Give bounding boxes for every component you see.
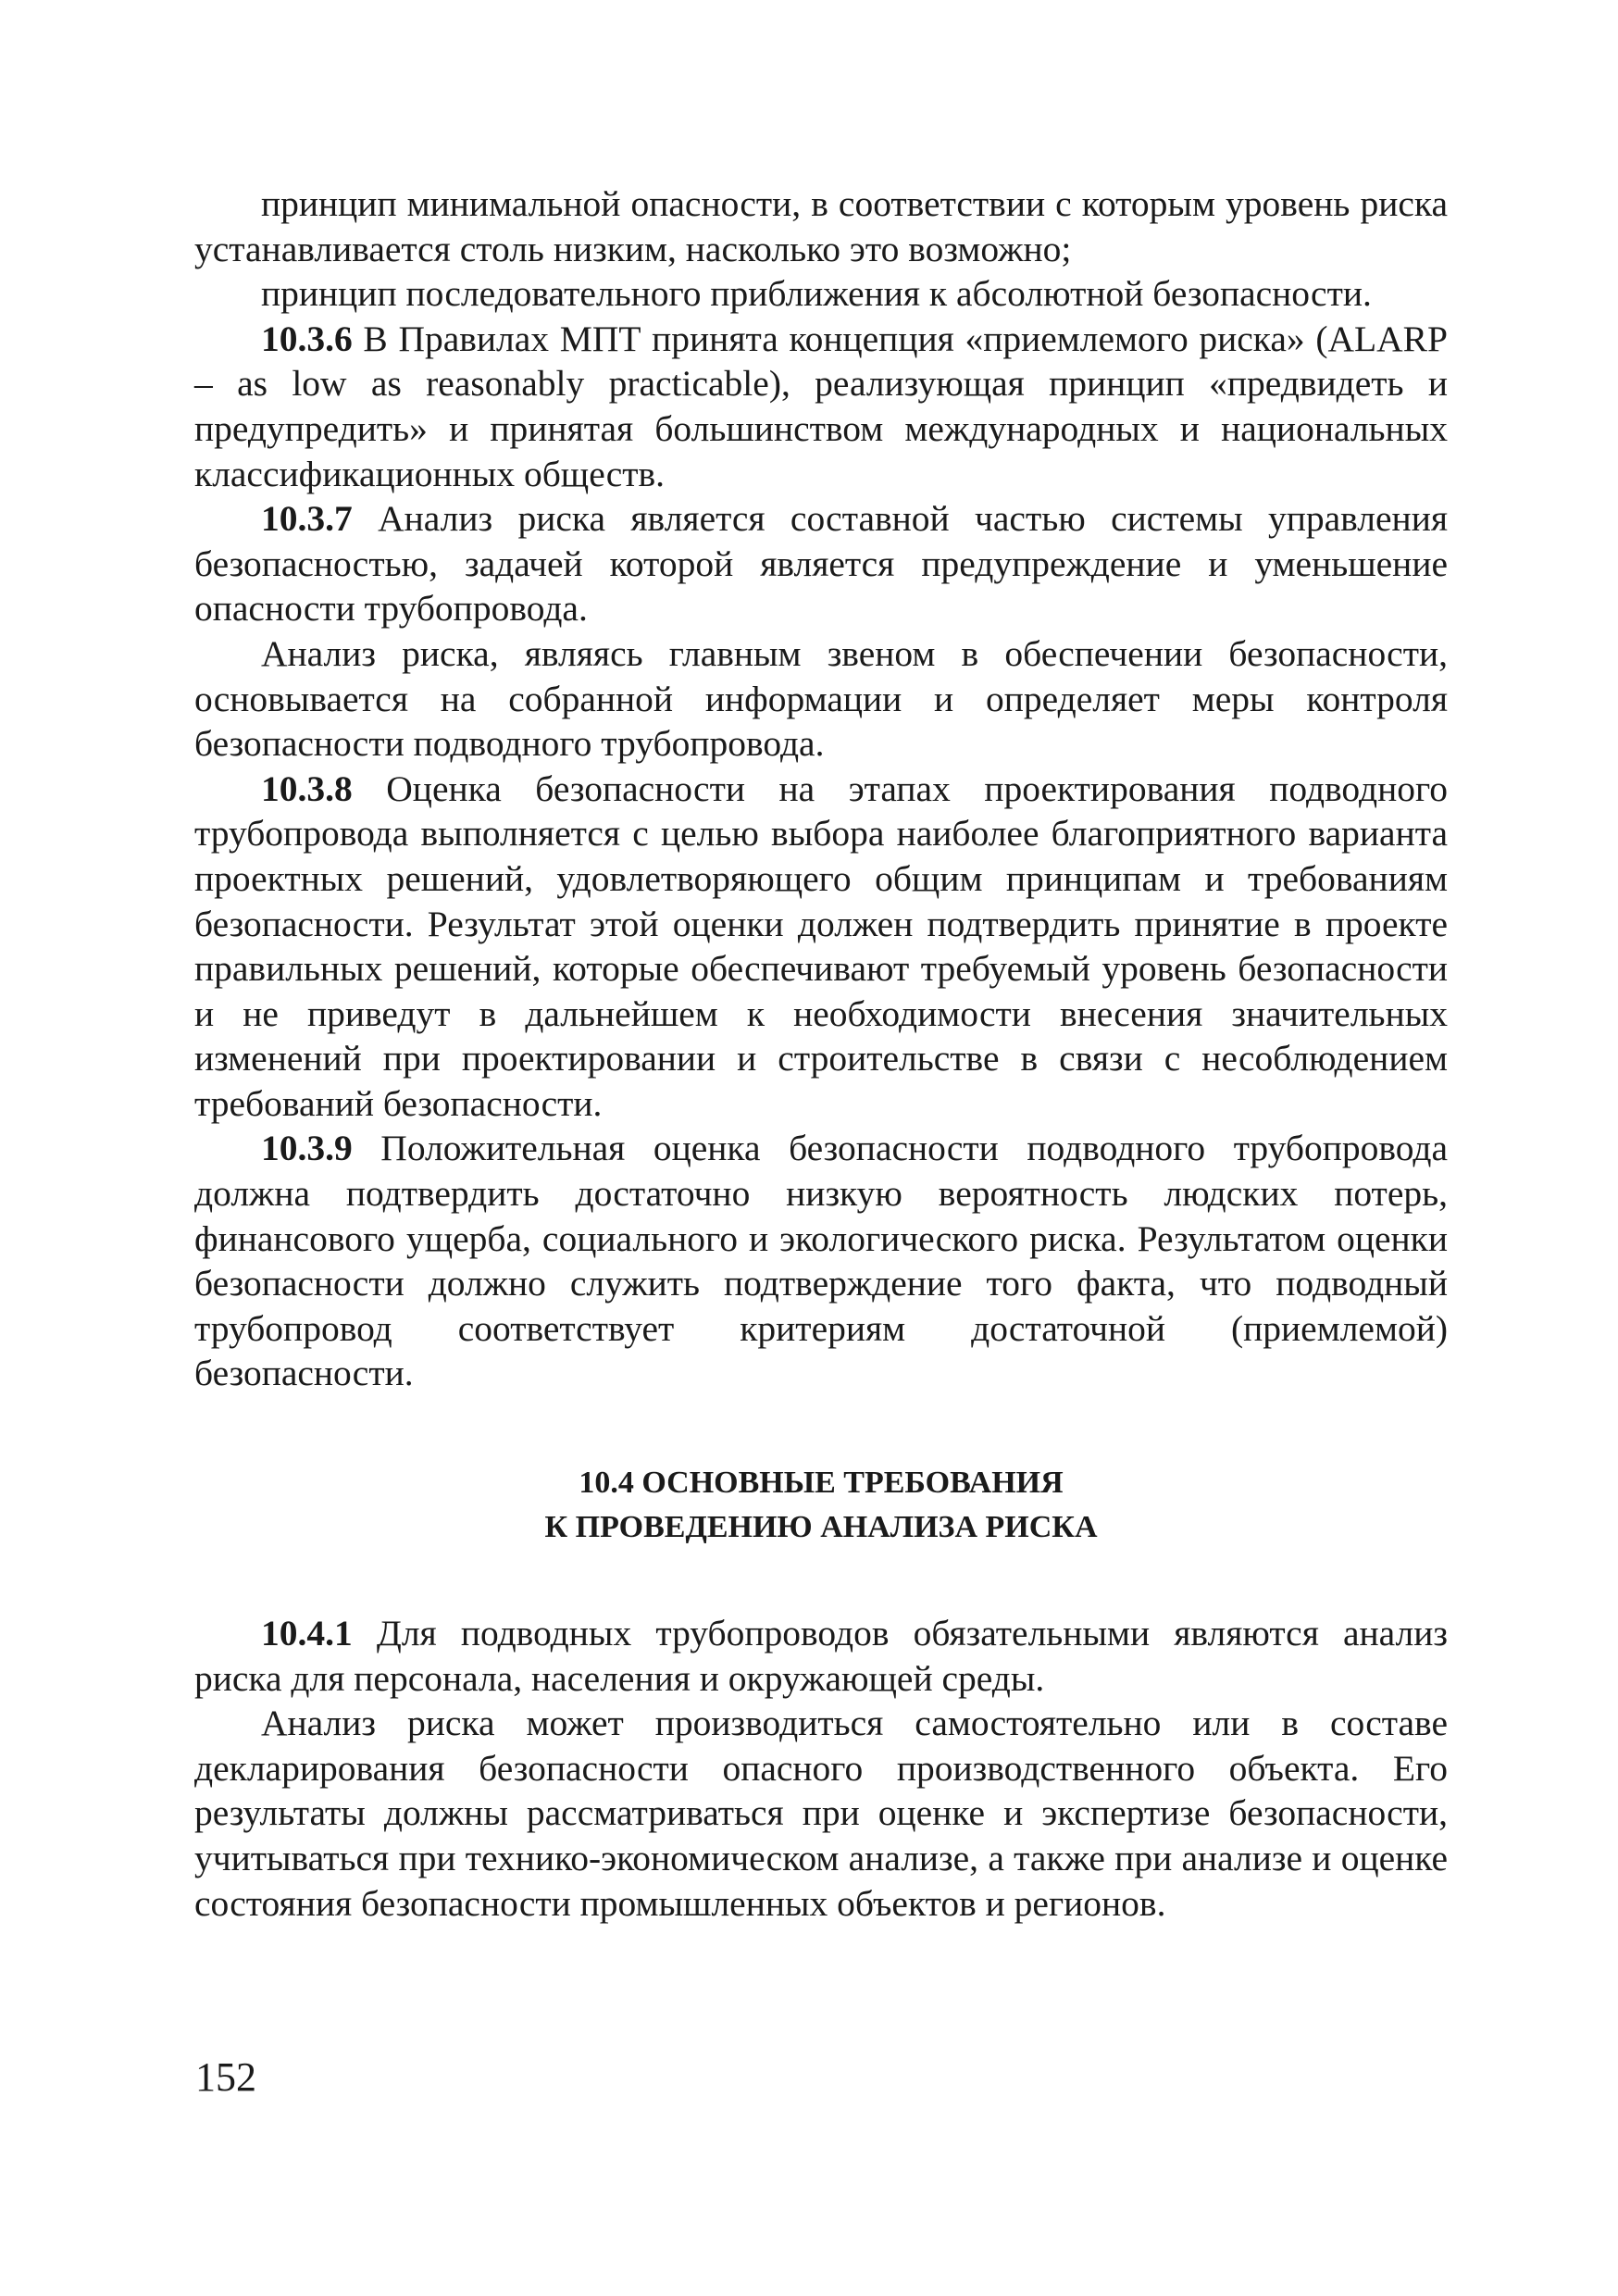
paragraph-10-3-7: 10.3.7 Анализ риска является составной частью системы управления безопасностью, задачей которой является предупреждение и уменьшение опасности трубопровода. — [194, 498, 1448, 630]
clause-number: 10.3.8 — [261, 767, 353, 809]
section-heading-line-2: К ПРОВЕДЕНИЮ АНАЛИЗА РИСКА — [544, 1510, 1098, 1545]
paragraph-10-3-8: 10.3.8 Оценка безопасности на этапах проектирования подводного трубопровода выполняется с целью выбора наиболее благоприятного варианта проектных решений, удовлетворяющего общим принципам и требованиям безопасности. Результат этой оценки должен подтвердить принятие в проекте правильных решений, которые обеспечивают требуемый уровень безопасности и не приведут в дальнейшем к необходимости внесения значительных изменений при проектировании и строительстве в связи с несоблюдением требований безопасности. — [194, 767, 1448, 1124]
paragraph: Анализ риска может производиться самостоятельно или в составе декларирования безопасности опасного производственного объекта. Его результаты должны рассматриваться при оценке и экспертизе безопасности, учитываться при технико-экономическом анализе, а также при анализе и оценке состояния безопасности промышленных объектов и регионов. — [194, 1703, 1448, 1924]
clause-number: 10.4.1 — [261, 1613, 353, 1654]
page-number: 152 — [195, 2054, 256, 2100]
page-body — [194, 181, 1448, 1926]
paragraph: принцип минимальной опасности, в соответствии с которым уровень риска устанавливается столь низким, насколько это возможно; — [194, 183, 1448, 269]
paragraph-10-3-6: 10.3.6 В Правилах МПТ принята концепция «приемлемого риска» (ALARP – as low as reasonably practicable), реализующая принцип «предвидеть и предупредить» и принятая большинством международных и национальных классификационных обществ. — [194, 318, 1448, 494]
section-heading-line-1: 10.4 ОСНОВНЫЕ ТРЕБОВАНИЯ — [579, 1466, 1064, 1501]
section-heading — [194, 1461, 1448, 1550]
paragraph-10-4-1: 10.4.1 Для подводных трубопроводов обязательными являются анализ риска для персонала, населения и окружающей среды. — [194, 1613, 1448, 1699]
clause-number: 10.3.6 — [261, 318, 353, 359]
clause-number: 10.3.9 — [261, 1128, 353, 1169]
paragraph: Анализ риска, являясь главным звеном в обеспечении безопасности, основывается на собранной информации и определяет меры контроля безопасности подводного трубопровода. — [194, 632, 1448, 765]
paragraph-10-3-9: 10.3.9 Положительная оценка безопасности подводного трубопровода должна подтвердить достаточно низкую вероятность людских потерь, финансового ущерба, социального и экологического риска. Результатом оценки безопасности должно служить подтверждение того факта, что подводный трубопровод соответствует критериям достаточной (приемлемой) безопасности. — [194, 1128, 1448, 1394]
paragraph: принцип последовательного приближения к абсолютной безопасности. — [261, 273, 1372, 315]
clause-number: 10.3.7 — [261, 498, 353, 540]
